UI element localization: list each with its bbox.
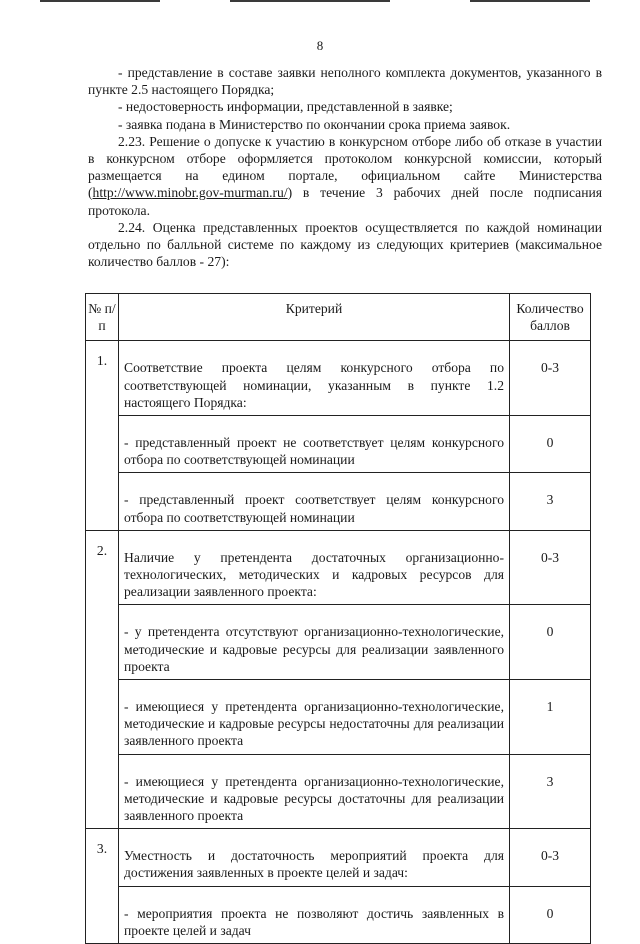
criterion-score: 0 <box>510 620 591 679</box>
paragraph-unreliable-info: - недостоверность информации, представленной в заявке; <box>118 99 453 115</box>
criterion-number: 3. <box>86 829 119 944</box>
criterion-number: 2. <box>86 530 119 828</box>
page-number: 8 <box>316 38 324 53</box>
paragraph-2-23-text: 2.23. Решение о допуске к участию в конкурсном отборе либо об отказе в участии в конкурсном отборе оформляется протоколом конкурсной комиссии, который размещается на едином портале, официальном сайте Министерства ( <box>88 133 602 201</box>
header-score: Количество баллов <box>510 294 591 341</box>
criterion-title: Соответствие проекта целям конкурсного отбора по соответствующей номинации, указанным в пункте 1.2 настоящего Порядка: <box>119 356 510 415</box>
table-row <box>86 695 591 754</box>
scan-edge-marks <box>0 0 640 4</box>
table-row <box>86 902 591 944</box>
paragraph-2-23 <box>88 133 602 219</box>
ministry-website-link[interactable]: http://www.minobr.gov-murman.ru/ <box>92 185 288 201</box>
criterion-score: 3 <box>510 488 591 530</box>
table-gap-row <box>86 754 591 770</box>
criterion-option: - имеющиеся у претендента организационно-технологические, методические и кадровые ресурсы достаточны для реализации заявленного проекта <box>119 770 510 829</box>
table-header-row <box>86 294 591 341</box>
criterion-score: 0 <box>510 902 591 944</box>
table-gap-row <box>86 886 591 902</box>
criteria-table <box>85 293 591 944</box>
table-gap-row <box>86 605 591 621</box>
criterion-number: 1. <box>86 341 119 530</box>
header-criterion: Критерий <box>119 294 510 341</box>
table-gap-row <box>86 416 591 432</box>
criterion-score: 0 <box>510 431 591 473</box>
paragraph-incomplete-docs: - представление в составе заявки неполного комплекта документов, указанного в пункте 2.5 настоящего Порядка; <box>88 65 602 98</box>
table-gap-row <box>86 341 591 357</box>
criterion-option: - мероприятия проекта не позволяют достичь заявленных в проекте целей и задач <box>119 902 510 944</box>
table-gap-row <box>86 680 591 696</box>
criterion-title: Наличие у претендента достаточных организационно-технологических, методических и кадровых ресурсов для реализации заявленного проекта: <box>119 546 510 605</box>
criterion-score: 0-3 <box>510 844 591 886</box>
header-number: № п/п <box>86 294 119 341</box>
table-row <box>86 431 591 473</box>
criterion-title: Уместность и достаточность мероприятий проекта для достижения заявленных в проекте целей и задач: <box>119 844 510 886</box>
body-text <box>88 64 602 270</box>
table-row <box>86 844 591 886</box>
paragraph-2-23-text-end: ) в течение 3 рабочих дней после подписания протокола. <box>88 185 602 218</box>
criterion-option: - представленный проект соответствует целям конкурсного отбора по соответствующей номинации <box>119 488 510 530</box>
criterion-option: - представленный проект не соответствует целям конкурсного отбора по соответствующей номинации <box>119 431 510 473</box>
criterion-score: 1 <box>510 695 591 754</box>
table-row <box>86 488 591 530</box>
criterion-score: 3 <box>510 770 591 829</box>
table-gap-row <box>86 530 591 546</box>
criterion-option: - у претендента отсутствуют организационно-технологические, методические и кадровые ресурсы для реализации заявленного проекта <box>119 620 510 679</box>
criterion-score: 0-3 <box>510 356 591 415</box>
paragraph-late-submission: - заявка подана в Министерство по окончании срока приема заявок. <box>118 116 511 132</box>
table-row <box>86 356 591 415</box>
table-row <box>86 546 591 605</box>
table-row <box>86 770 591 829</box>
criterion-option: - имеющиеся у претендента организационно-технологические, методические и кадровые ресурсы недостаточны для реализации заявленного проекта <box>119 695 510 754</box>
table-gap-row <box>86 473 591 489</box>
paragraph-2-24: 2.24. Оценка представленных проектов осуществляется по каждой номинации отдельно по балльной системе по каждому из следующих критериев (максимальное количество баллов - 27): <box>88 219 602 270</box>
criteria-table-body <box>86 341 591 944</box>
table-row <box>86 620 591 679</box>
criterion-score: 0-3 <box>510 546 591 605</box>
table-gap-row <box>86 829 591 845</box>
